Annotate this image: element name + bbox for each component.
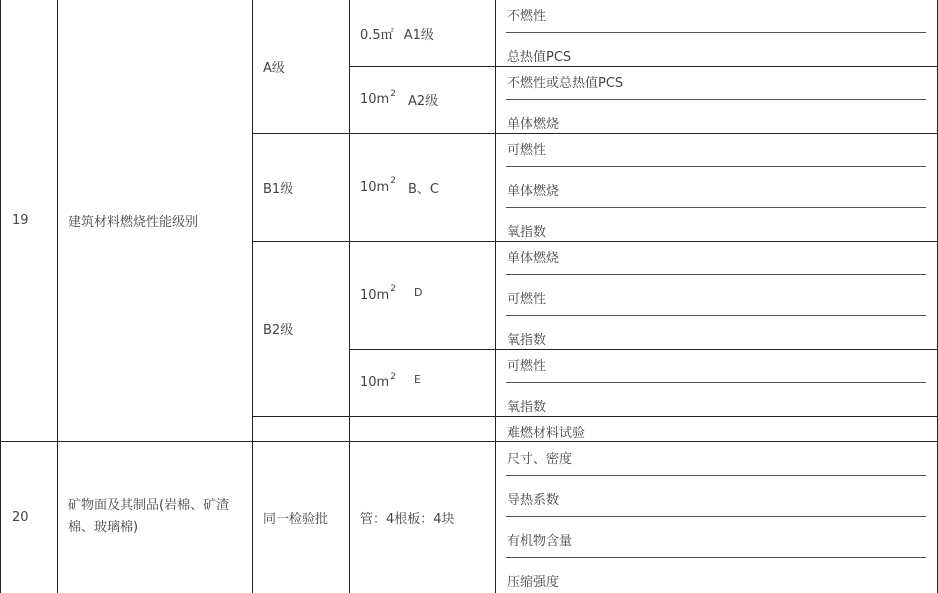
item-separator	[506, 32, 926, 33]
sample-size: 0.5㎡	[360, 27, 394, 43]
test-item: 总热值PCS	[507, 50, 572, 65]
class-code: D	[413, 285, 423, 299]
item-separator	[506, 315, 926, 316]
material-name: 建筑材料燃烧性能级别	[68, 215, 199, 230]
row-divider	[252, 241, 938, 242]
row-number: 20	[12, 509, 29, 525]
superscript: 2	[390, 88, 396, 99]
batch-label: 同一检验批	[263, 511, 329, 527]
superscript: 2	[390, 284, 396, 294]
column-divider	[57, 0, 58, 593]
test-item: 压缩强度	[507, 575, 560, 590]
class-code: B、C	[407, 181, 439, 197]
test-item: 氧指数	[507, 225, 547, 240]
test-item: 尺寸、密度	[507, 452, 573, 467]
item-separator	[506, 382, 926, 383]
test-item: 可燃性	[507, 359, 547, 374]
test-item: 氧指数	[507, 400, 547, 415]
test-item: 导热系数	[507, 493, 560, 508]
test-item: 单体燃烧	[507, 251, 560, 266]
column-divider	[349, 0, 350, 593]
item-separator	[506, 557, 926, 558]
class-code: A2级	[407, 94, 439, 109]
item-separator	[506, 207, 926, 208]
item-separator	[506, 166, 926, 167]
test-item: 可燃性	[507, 292, 547, 307]
row-divider	[252, 133, 938, 134]
sample-quantity: 管：4根板：4块	[360, 511, 455, 527]
superscript: 2	[390, 371, 396, 382]
grade-label: A级	[263, 61, 285, 76]
class-code: E	[413, 373, 421, 386]
sample-size: 10m	[360, 287, 390, 303]
sample-size-class	[360, 0, 434, 66]
table-border-left	[0, 0, 1, 593]
item-separator	[506, 475, 926, 476]
grade-label: B1级	[263, 181, 294, 197]
material-name-cell	[68, 441, 248, 593]
sample-size: 10m	[360, 92, 390, 107]
test-item: 单体燃烧	[507, 117, 560, 132]
row-divider	[349, 349, 938, 350]
material-name: 矿物面及其制品(岩棉、矿渣棉、玻璃棉)	[68, 498, 230, 535]
superscript: 2	[390, 176, 396, 186]
row-number: 19	[12, 213, 29, 228]
item-separator	[506, 516, 926, 517]
class-code: A1级	[403, 27, 434, 43]
item-separator	[506, 99, 926, 100]
sample-size-class	[360, 349, 421, 416]
sample-size-class	[360, 66, 438, 133]
column-divider	[252, 0, 253, 593]
sample-size: 10m	[360, 179, 390, 195]
item-separator	[506, 274, 926, 275]
column-divider	[495, 0, 496, 593]
test-item: 不燃性或总热值PCS	[507, 76, 624, 91]
sample-size-class	[360, 133, 439, 241]
test-item: 可燃性	[507, 143, 547, 158]
grade-label: B2级	[263, 323, 294, 338]
test-item: 氧指数	[507, 333, 547, 348]
test-item: 不燃性	[507, 9, 547, 24]
test-item: 难燃材料试验	[507, 426, 586, 441]
test-item: 单体燃烧	[507, 184, 560, 199]
sample-size-class	[360, 241, 422, 349]
sample-size: 10m	[360, 375, 390, 390]
row-divider	[252, 416, 938, 417]
test-item: 有机物含量	[507, 534, 573, 549]
